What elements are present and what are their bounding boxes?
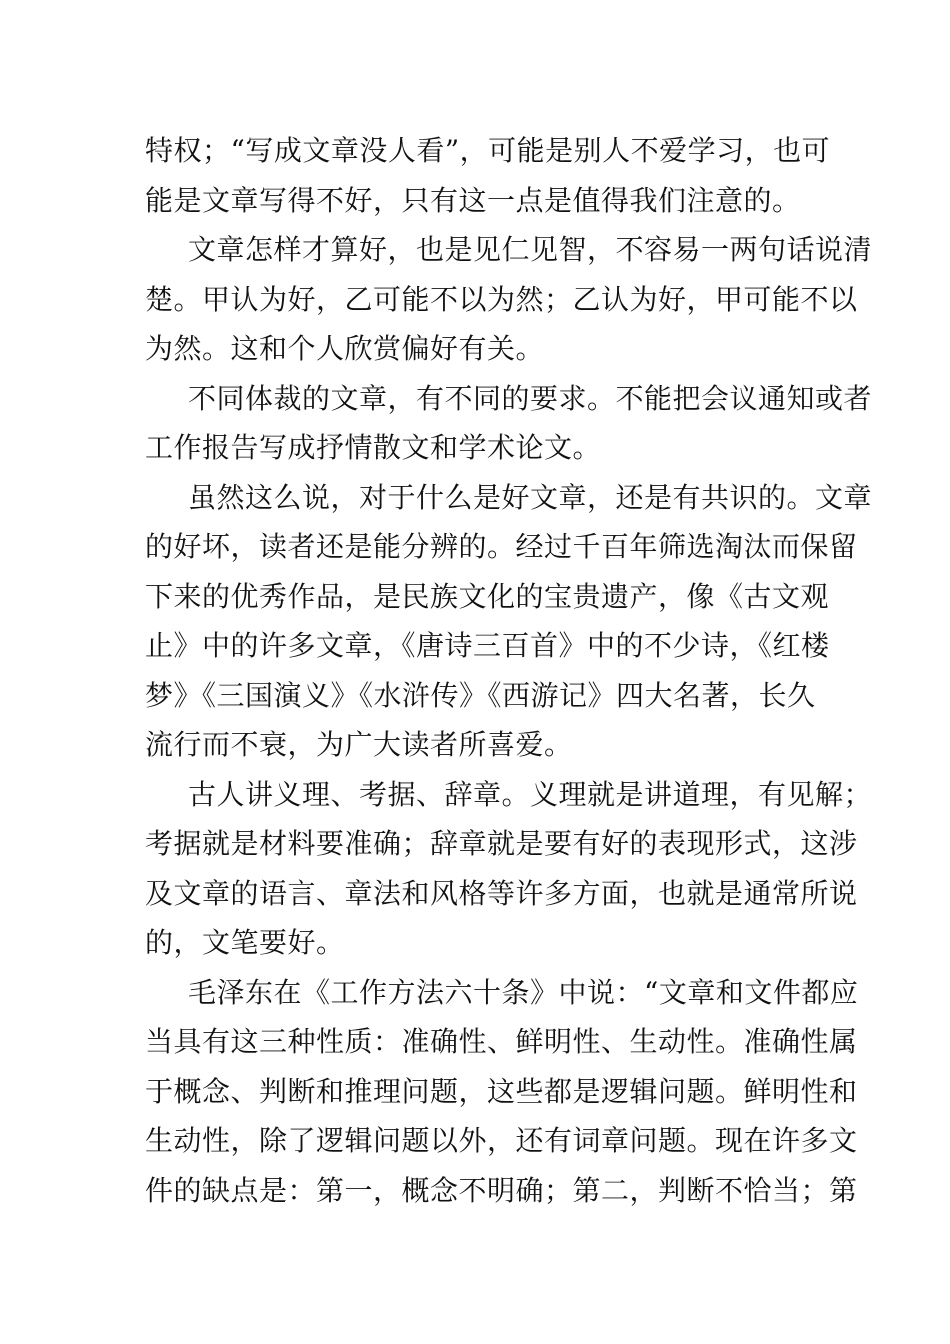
text-line: 流行而不衰，为广大读者所喜爱。 xyxy=(145,728,573,761)
text-line: 工作报告写成抒情散文和学术论文。 xyxy=(145,431,602,464)
body-text xyxy=(145,126,873,1215)
text-line: 生动性，除了逻辑问题以外，还有词章问题。现在许多文 xyxy=(145,1124,858,1157)
text-line: 能是文章写得不好，只有这一点是值得我们注意的。 xyxy=(145,183,801,217)
paragraph-start-line: 虽然这么说，对于什么是好文章，还是有共识的。文章 xyxy=(188,480,873,514)
paragraph-start-line: 古人讲义理、考据、辞章。义理就是讲道理，有见解； xyxy=(188,777,873,811)
text-line: 当具有这三种性质：准确性、鲜明性、生动性。准确性属 xyxy=(145,1025,858,1058)
paragraph-start-line: 文章怎样才算好，也是见仁见智，不容易一两句话说清 xyxy=(188,233,873,266)
text-line: 止》中的许多文章，《唐诗三百首》中的不少诗，《红楼 xyxy=(145,629,830,662)
text-line: 考据就是材料要准确；辞章就是要有好的表现形式，这涉 xyxy=(145,827,858,860)
text-line: 的好坏，读者还是能分辨的。经过千百年筛选淘汰而保留 xyxy=(145,530,858,563)
paragraph-start-line: 不同体裁的文章，有不同的要求。不能把会议通知或者 xyxy=(188,381,873,415)
text-line: 特权；“写成文章没人看”，可能是别人不爱学习，也可 xyxy=(145,134,831,167)
paragraph-start-line: 毛泽东在《工作方法六十条》中说：“文章和文件都应 xyxy=(188,975,859,1009)
text-line: 为然。这和个人欣赏偏好有关。 xyxy=(145,332,545,365)
text-line: 于概念、判断和推理问题，这些都是逻辑问题。鲜明性和 xyxy=(145,1074,858,1108)
text-line: 梦》《三国演义》《水浒传》《西游记》四大名著，长久 xyxy=(145,678,816,712)
text-line: 的，文笔要好。 xyxy=(145,926,345,959)
text-line: 件的缺点是：第一，概念不明确；第二，判断不恰当；第 xyxy=(145,1173,858,1207)
text-line: 及文章的语言、章法和风格等许多方面，也就是通常所说 xyxy=(145,876,858,910)
text-line: 下来的优秀作品，是民族文化的宝贵遗产，像《古文观 xyxy=(145,579,830,613)
text-line: 楚。甲认为好，乙可能不以为然；乙认为好，甲可能不以 xyxy=(145,282,858,316)
